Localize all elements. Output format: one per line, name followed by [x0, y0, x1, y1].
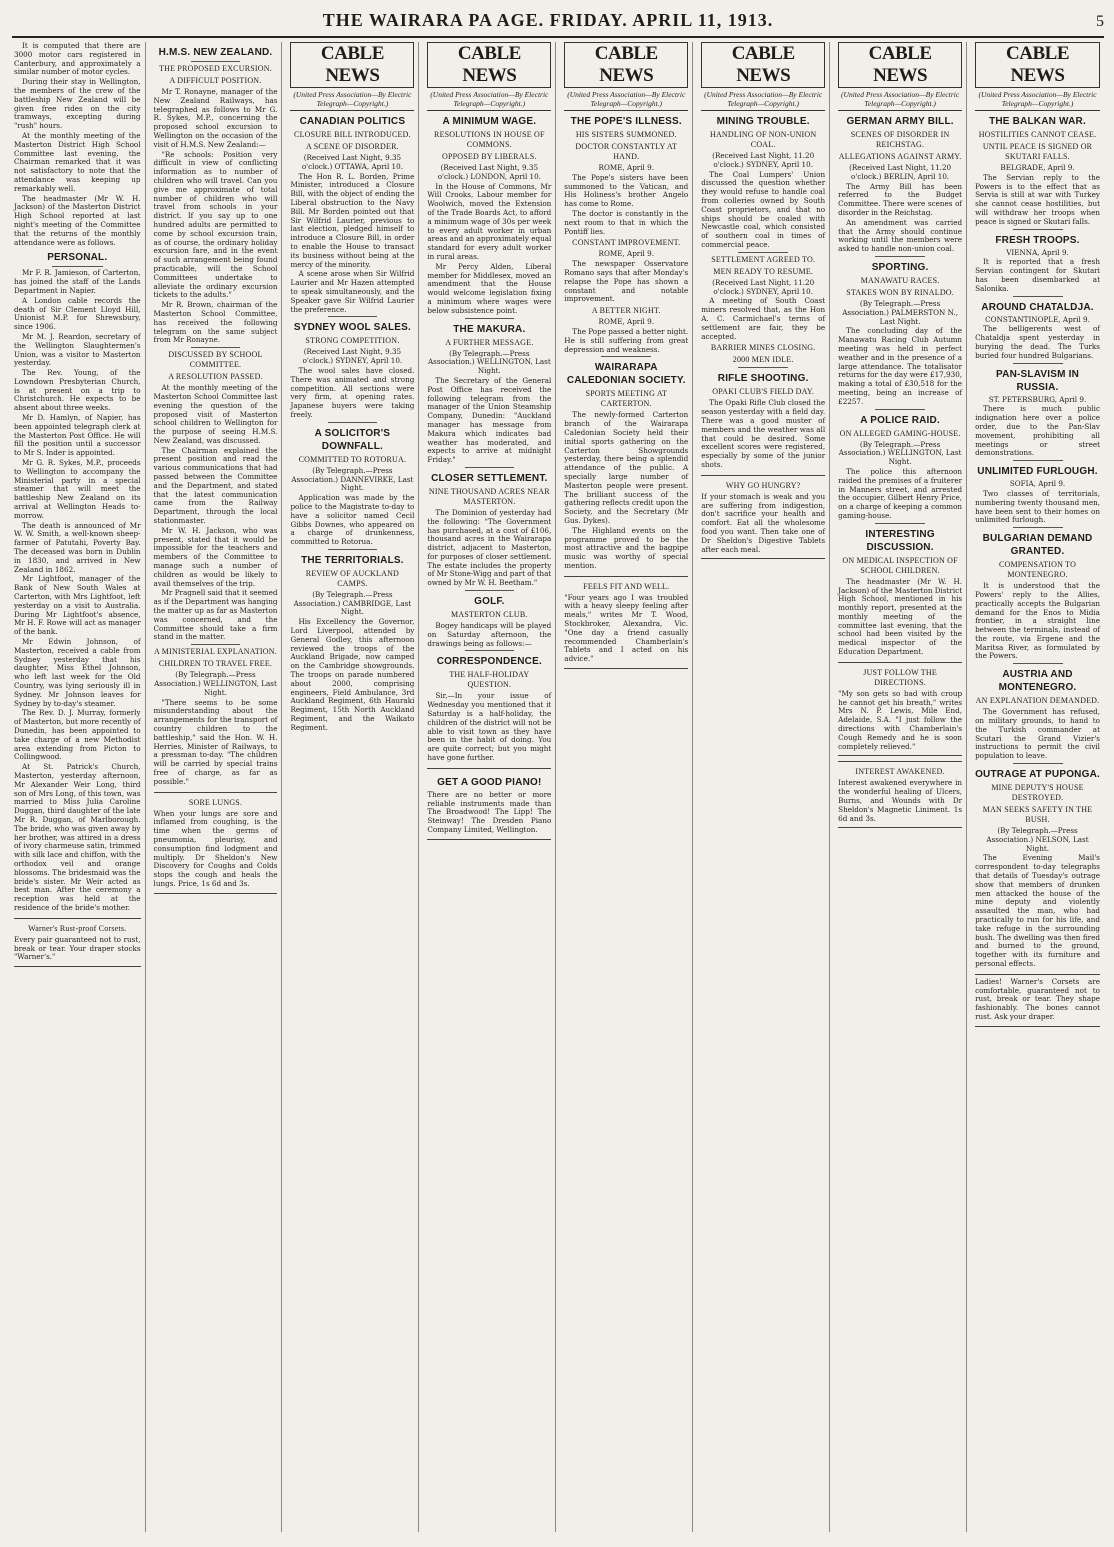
ad-heading: WHY GO HUNGRY? [725, 480, 801, 490]
article-paragraph: It is reported that a fresh Servian contingent for Skutari has been disembarked at Salonika. [975, 257, 1100, 293]
article-paragraph: The police this afternoon raided the premises of a fruiterer in Manners street, and arrested the occupier, Gilbert Henry Price, on a charge of keeping a common gaming-house. [838, 466, 963, 520]
article-paragraph: The Pope's sisters have been summoned to the Vatican, and His Holiness's brother Angelo has come to Rome. [564, 172, 689, 209]
divider [738, 367, 788, 368]
banner-title: CABLE NEWS [564, 42, 688, 88]
personal-item: Mr Lightfoot, manager of the Bank of New South Wales at Carterton, with Mrs Lightfoot, left yesterday on a visit to Australia. During Mr Lightfoot's absence, Mr H. F. Rowe will act as manager of the bank. [14, 574, 141, 637]
subheading: THE HALF-HOLIDAY QUESTION. [449, 670, 530, 690]
banner-title: CABLE NEWS [975, 42, 1100, 88]
headline: RIFLE SHOOTING. [717, 373, 809, 385]
dateline: (By Telegraph.—Press Association.) WELLINGTON, Last Night. [427, 348, 551, 376]
article-paragraph: The Pope passed a better night. He is still suffering from great depression and weakness. [564, 326, 689, 354]
headline: THE BALKAN WAR. [989, 116, 1086, 127]
ad-text: Interest awakened everywhere in the wonderful healing of Ulcers, Burns, and Wounds with Dr Sheldon's Magnetic Liniment. 1s 6d and 3s. [838, 778, 963, 823]
personal-item: Mr Edwin Johnson, of Masterton, received a cable from Sydney yesterday that his daughter, Miss Ethel Johnson, who left last week for the Old Country, was lying seriously ill in Sydney. Mr Johnson leaves for Sydney by to-day's steamer. [14, 637, 141, 708]
subheading: OPPOSED BY LIBERALS. [442, 152, 537, 161]
dateline: (By Telegraph.—Press Association.) WELLINGTON, Last Night. [838, 439, 962, 467]
subheading: A BETTER NIGHT. [591, 306, 661, 316]
article-paragraph: In the House of Commons, Mr Will Crooks, Labour member for Woolwich, moved the Extension of the Trade Boards Act, to afford a minimum wage of 30s per week to every adult worker in urban areas and an approximately equal standard for every adult worker in rural areas. [427, 181, 552, 261]
subheading: DISCUSSED BY SCHOOL COMMITTEE. [168, 350, 263, 370]
banner-subtitle: (United Press Association—By Electric Telegraph—Copyright.) [704, 90, 823, 108]
cable-news-banner [701, 42, 825, 111]
article-paragraph: Sir,—In your issue of Wednesday you mentioned that it Saturday is a half-holiday, the children of the district will not be able to visit town as they have been in the habit of doing. You are quite correct; but you might have gone further. [427, 691, 552, 763]
personal-item: The death is announced of Mr W. W. Smith, a well-known sheep-farmer of Patutahi, Poverty Bay. The deceased was born in Dublin in 1830, and arrived in New Zealand in 1862. [14, 520, 141, 574]
masthead-title: THE WAIRARA PA AGE. FRIDAY. APRIL 11, 1913. [322, 10, 774, 30]
article-paragraph: "There seems to be some misunderstanding about the arrangements for the transport of country children to the battleship," said the Hon. W. H. Herries, Minister of Railways, to a pressman to-day. "The children will be carried by special trains free of charge, as far as possible." [153, 697, 278, 786]
article-paragraph: Bogey handicaps will be played on Saturday afternoon, the drawings being as follows:— [427, 621, 552, 648]
headline: CORRESPONDENCE. [436, 656, 542, 668]
divider [52, 266, 103, 267]
article-paragraph: Mr T. Ronayne, manager of the New Zealand Railways, has telegraphed as follows to Mr G. R. Sykes, M.P., concerning the proposed school excursion to Wellington on the occasion of the visit of H.M.S. New Zealand:— [153, 87, 278, 149]
dateline: (By Telegraph.—Press Association.) WELLINGTON, Last Night. [154, 670, 277, 697]
cable-news-banner [427, 42, 551, 111]
article-paragraph: The headmaster (Mr W. H. Jackson) of the Masterton District High School, mentioned in his monthly report, presented at the monthly meeting of the committee last evening, that the school had been visited by the medical inspector of the Education Department. [838, 576, 963, 657]
headline: THE TERRITORIALS. [301, 554, 404, 566]
dateline: (Received Last Night, 11.20 o'clock.) BERLIN, April 10. [849, 163, 952, 181]
subheading: A FURTHER MESSAGE. [445, 337, 534, 347]
local-note: It is computed that there are 3000 motor cars registered in Canterbury, and approximately a similar number of motor cycles. [14, 42, 141, 77]
dateline: (Received Last Night, 9.35 o'clock.) OTTAWA, April 10. [301, 153, 403, 171]
headline: CANADIAN POLITICS [299, 116, 406, 127]
headline: AROUND CHATALDJA. [981, 301, 1094, 313]
column-cable-news-2 [425, 42, 556, 1532]
article-paragraph: The Chairman explained the present position and read the various communications that had passed between the Committee and the Department, and stated that the latest communication came from the Railway Department, through the local stationmaster. [153, 445, 278, 526]
subheading: REVIEW OF AUCKLAND CAMPS. [305, 568, 400, 588]
column-cable-news-6 [973, 42, 1104, 1532]
divider [1013, 296, 1063, 297]
divider [875, 523, 925, 524]
divider [1013, 460, 1063, 461]
column-hms-new-zealand [152, 42, 283, 1532]
ad-heading: FEELS FIT AND WELL. [583, 581, 670, 591]
cable-news-banner [975, 42, 1100, 111]
local-note: The headmaster (Mr W. H. Jackson) of the Masterton District High School reported at last night's meeting of the Committee that the returns of the monthly attendance were as follows. [14, 193, 141, 247]
dateline: (Received Last Night, 11.20 o'clock.) SYDNEY, April 10. [712, 151, 815, 169]
headline: THE POPE'S ILLNESS. [570, 116, 682, 127]
ad-text: There are no better or more reliable instruments made than The Broadwood! The Lipp! The Steinway! The Dresden Piano Company Limited, Wellington. [427, 789, 552, 835]
divider [328, 316, 378, 317]
personal-item: Mr M. J. Reardon, secretary of the Wellington Slaughtermen's Union, was a visitor to Masterton yesterday. [14, 331, 141, 368]
dateline: (Received Last Night, 11.20 o'clock.) SYDNEY, April 10. [712, 277, 815, 296]
subheading: HOSTILITIES CANNOT CEASE. [978, 130, 1097, 139]
advertisement [838, 662, 962, 757]
headline: SPORTING. [871, 261, 929, 273]
article-paragraph: The Evening Mail's correspondent to-day telegraphs that details of Tuesday's outrage show that members of drunken men attacked the house of the mine deputy and violently assaulted the man, who had practically to run for his life, and take refuge in the surrounding bush. The dwelling was then fired and burned to the ground, together with its furniture and personal effects. [975, 853, 1100, 969]
column-cable-news-5 [836, 42, 967, 1532]
article-paragraph: The belligerents west of Chataldja spent yesterday in burying the dead. The Turks buried four hundred Bulgarians. [975, 324, 1100, 360]
article-paragraph: A meeting of South Coast miners resolved that, as the Hon A. C. Carmichael's terms of settlement are fair, they be accepted. [701, 296, 826, 341]
article-paragraph: The Secretary of the General Post Office has received the following telegram from the manager of the Union Steamship Company, Dunedin: "Auckland manager has message from Makura which indicates bad weather has moderated, and expects to arrive at midnight Friday." [427, 375, 552, 465]
dateline: VIENNA, April 9. [1006, 247, 1069, 257]
subheading: A DIFFICULT POSITION. [169, 76, 262, 85]
headline: GOLF. [474, 596, 505, 608]
banner-subtitle: (United Press Association—By Electric Telegraph—Copyright.) [841, 90, 960, 108]
advertisement [154, 792, 278, 894]
article-paragraph: The doctor is constantly in the next room to that in which the Pontiff lies. [564, 208, 689, 236]
divider [1013, 663, 1063, 664]
dateline: ROME, April 9. [598, 163, 654, 172]
advertisement [564, 576, 688, 669]
headline: H.M.S. NEW ZEALAND. [158, 47, 273, 58]
subheading: BARRIER MINES CLOSING. [710, 343, 816, 353]
ad-heading: SORE LUNGS. [188, 797, 243, 807]
dateline: ST. PETERSBURG, April 9. [988, 394, 1087, 404]
headline: FRESH TROOPS. [995, 234, 1080, 246]
divider [1013, 763, 1063, 764]
subheading: MINE DEPUTY'S HOUSE DESTROYED. [991, 783, 1084, 803]
dateline: BELGRADE, April 9. [1000, 163, 1075, 172]
article-paragraph: It is understood that the Powers' reply to the Allies, practically accepts the Bulgarian demand for the Enos to Midia frontier, in a straight line between the terminals, instead of the route, via Ergene and the Maritsa River, as formulated by the Powers. [975, 581, 1100, 661]
column-local-notes [12, 42, 146, 1532]
banner-title: CABLE NEWS [290, 42, 414, 88]
personal-item: A London cable records the death of Sir Clement Lloyd Hill, Unionist M.P. for Shrewsbury, since 1906. [14, 295, 141, 332]
article-paragraph: Two classes of territorials, numbering twenty thousand men, have been sent to their homes on unlimited furlough. [975, 488, 1100, 525]
article-paragraph: His Excellency the Governor, Lord Liverpool, attended by General Godley, this afternoon reviewed the troops of the Auckland Brigade, now camped on the Cambridge showgrounds. The troops on parade numbered about 2000, comprising engineers, Field Ambulance, 3rd Auckland Regiment, 6th Hauraki Regiment, 15th North Auckland Regiment, and the Waikato Regiment. [290, 617, 415, 732]
dateline: (By Telegraph.—Press Association.) NELSON, Last Night. [986, 826, 1089, 853]
headline: WAIRARAPA CALEDONIAN SOCIETY. [566, 362, 686, 387]
article-paragraph: The Government has refused, on military grounds, to hand to the Turkish commander at Scutari the Grand Vizier's instructions to permit the civil population to leave. [975, 707, 1100, 761]
article-paragraph: The Coal Lumpers' Union discussed the question whether they would refuse to handle coal from colleries owned by South Coast proprietors, and that no ships should be coaled with Newcastle coal, which consisted of southern coal in times of commercial peace. [701, 169, 826, 249]
columns [12, 42, 1104, 1532]
subheading: ON ALLEGED GAMING-HOUSE. [839, 428, 961, 438]
ad-text: Ladies! Warner's Corsets are comfortable, guaranteed not to rust, break or tear. They shape fashionably. The bones cannot rust. Ask your draper. [975, 976, 1100, 1021]
subheading: SCENES OF DISORDER IN REICHSTAG. [850, 130, 950, 149]
advertisement [975, 974, 1100, 1027]
divider [191, 61, 241, 62]
banner-title: CABLE NEWS [701, 42, 825, 88]
subheading: NINE THOUSAND ACRES NEAR MASTERTON. [428, 486, 550, 506]
article-paragraph: Application was made by the police to the Magistrate to-day to have a solicitor named Cecil Gibbs Downes, who appeared on a charge of drunkenness, committed to Rotorua. [290, 493, 415, 547]
subheading: RESOLUTIONS IN HOUSE OF COMMONS. [434, 130, 545, 149]
article-paragraph: A scene arose when Sir Wilfrid Laurier and Mr Hazen attempted to speak simultaneously, and the Speaker gave Sir Wilfrid Laurier the preference. [290, 269, 415, 314]
headline: AUSTRIA AND MONTENEGRO. [998, 669, 1077, 694]
cable-news-banner [290, 42, 414, 111]
dateline: ROME, April 9. [598, 249, 654, 259]
column-cable-news-3 [562, 42, 693, 1532]
divider [191, 644, 241, 645]
divider [875, 256, 925, 257]
headline: THE MAKURA. [453, 323, 526, 335]
divider [328, 422, 378, 423]
banner-subtitle: (United Press Association—By Electric Telegraph—Copyright.) [978, 90, 1097, 108]
ad-heading: GET A GOOD PIANO! [437, 776, 542, 788]
ad-heading: JUST FOLLOW THE DIRECTIONS. [863, 667, 937, 687]
local-note: At the monthly meeting of the Masterton District High School Committee last evening, the Chairman remarked that it was not satisfactory to note that the attendance was keeping up remarkably well. [14, 130, 141, 193]
subheading: HANDLING OF NON-UNION COAL. [709, 130, 817, 149]
article-paragraph: Mr W. H. Jackson, who was present, stated that it would be impossible for the teachers and members of the Committee to manage such a number of children as would be likely to avail themselves of the trip. [153, 525, 278, 588]
article-paragraph: Mr Pragnell said that it seemed as if the Department was hanging the matter up as far as Masterton was concerned, and the Committee should take a firm stand in the matter. [153, 588, 278, 642]
headline: GERMAN ARMY BILL. [846, 116, 954, 127]
ad-heading: INTEREST AWAKENED. [855, 767, 945, 777]
divider [465, 650, 515, 651]
article-paragraph: The Dominion of yesterday had the following: "The Government has purchased, at a cost of £106, thousand acres in the Wairarapa district, adjacent to Masterton, for purposes of closer settlement. The estate includes the property of Mr Stone-Wigg and part of that owned by Mr W. H. Beetham." [427, 507, 552, 588]
subheading: MANAWATU RACES. [860, 275, 940, 285]
subheading: ON MEDICAL INSPECTION OF SCHOOL CHILDREN. [842, 555, 958, 575]
subheading: COMPENSATION TO MONTENEGRO. [998, 560, 1077, 580]
headline: A MINIMUM WAGE. [442, 116, 537, 127]
subheading: SPORTS MEETING AT CARTERTON. [585, 389, 668, 409]
subheading: MAN SEEKS SAFETY IN THE BUSH. [982, 805, 1093, 825]
subheading: 2000 MEN IDLE. [732, 355, 794, 365]
headline: OUTRAGE AT PUPONGA. [975, 769, 1100, 781]
article-paragraph: The Opaki Rifle Club closed the season yesterday with a field day. There was a good muster of members and the weather was all that could be desired. Some excellent scores were registered, especially by some of the junior shots. [701, 398, 826, 469]
subheading: A RESOLUTION PASSED. [168, 372, 263, 382]
local-note: During their stay in Wellington, the members of the crew of the battleship New Zealand will be given free rides on the city tramways, excepting during "rush" hours. [14, 77, 141, 131]
subheading: DOCTOR CONSTANTLY AT HAND. [575, 142, 678, 161]
subheading: STRONG COMPETITION. [305, 336, 400, 346]
ad-text: Every pair guaranteed not to rust, break or tear. Your draper stocks "Warner's." [14, 934, 141, 962]
subheading: SETTLEMENT AGREED TO. [711, 254, 816, 264]
personal-item: The Rev. Young, of the Lowndown Presbyterian Church, is at present on a trip to Christchurch. He expects to be absent about three weeks. [14, 368, 141, 413]
headline: UNLIMITED FURLOUGH. [977, 466, 1098, 478]
article-paragraph: The Hon R. L. Borden, Prime Minister, introduced a Closure Bill, with the object of ending the Liberal obstruction to the Navy Bill. Mr Borden pointed out that Sir Wilfrid Laurier, previous to last election, pledged himself to introduce a Closure Bill, in order to enable the House to transact its business without being at the mercy of the minority. [290, 171, 415, 269]
divider [328, 549, 378, 550]
subheading: COMMITTED TO ROTORUA. [298, 454, 407, 464]
personal-item: The Rev. D. J. Murray, formerly of Masterton, but more recently of Dunedin, has been appointed to take charge of a new Methodist area extending from Picton to Collingwood. [14, 708, 141, 762]
column-cable-news-1 [288, 42, 419, 1532]
advertisement [14, 918, 141, 967]
dateline: (Received Last Night, 9.35 o'clock.) LONDON, April 10. [437, 163, 541, 181]
ad-text: When your lungs are sore and inflamed from coughing, is the time when the germs of pneumonia, pleurisy, and consumption find lodgment and multiply. Dr Sheldon's New Discovery for Coughs and Colds stops the cough and heals the lungs. Price, 1s 6d and 3s. [153, 808, 278, 888]
headline: CLOSER SETTLEMENT. [431, 472, 548, 484]
article-paragraph: The concluding day of the Manawatu Racing Club Autumn meeting was held in perfect weather and in the presence of a large attendance. The totalisator returns for the day were £17,930, making a total of £30,518 for the meeting, being an increase of £2257. [838, 326, 963, 406]
ad-text: "Four years ago I was troubled with a heavy sleepy feeling after meals," writes Mr T. Wood, Stockbroker, Alexandra, Vic. "One day a friend casually recommended Chamberlain's Tablets and I acted on his advice." [564, 592, 689, 664]
divider [465, 590, 515, 591]
personal-item: At St. Patrick's Church, Masterton, yesterday afternoon, Mr Alexander Weir Long, third son of Mrs Long, of this town, was married to Miss Julia Caroline Duggan, third daughter of the late Mr R. Duggan, of Marlborough. The bride, who was given away by her brother, was attired in a dress of ivory charmeuse satin, trimmed with silk lace and chiffon, with the orthodox veil and orange blossoms. The bridesmaid was the bride's sister. Mr Weir acted as best man. After the ceremony a reception was held at the residence of the bride's mother. [14, 762, 141, 912]
subheading: A SCENE OF DISORDER. [305, 142, 399, 151]
divider [601, 356, 651, 357]
masthead [12, 10, 1104, 38]
divider [465, 318, 515, 319]
section-heading-personal: PERSONAL. [47, 252, 108, 264]
page-number: 5 [1096, 13, 1104, 30]
article-paragraph: There is much public indignation here over a police order, due to the Pan-Slav movement, prohibiting all meetings or street demonstrations. [975, 404, 1100, 458]
personal-item: Mr F. R. Jamieson, of Carterton, has joined the staff of the Lands Department in Napier. [14, 268, 141, 295]
subheading: CLOSURE BILL INTRODUCED. [294, 130, 411, 139]
dateline: CONSTANTINOPLE, April 9. [985, 314, 1090, 324]
divider [738, 252, 788, 253]
article-paragraph: "Re schools: Position very difficult in view of conflicting information as to number of children who will travel. Can you give me approximate of total number of children who will travel from schools in your district. If you say up to one hundred adults are permitted to come by school excursion train, as of course, the ordinary holiday excursion fare, and in the event of such arrangement being found practicable, will the School Committees undertake to alleviate the ordinary excursion tickets to the adults." [153, 149, 278, 300]
dateline: (By Telegraph.—Press Association.) DANNEVIRKE, Last Night. [291, 465, 414, 493]
dateline: SOFIA, April 9. [1009, 479, 1066, 489]
headline: SYDNEY WOOL SALES. [293, 322, 411, 334]
ad-text: "My son gets so bad with croup he cannot get his breath," writes Mrs N. P. Lewis, Mile End, Adelaide, S.A. "I just follow the directions with Chamberlain's Cough Remedy and he is soon completely relieved." [838, 688, 963, 751]
divider [191, 347, 241, 348]
subheading: OPAKI CLUB'S FIELD DAY. [712, 387, 815, 397]
article-paragraph: The Army Bill has been referred to the Budget Committee. There were scenes of disorder in the Reichstag. [838, 181, 963, 217]
article-paragraph: An amendment was carried that the Army should continue working until the members were asked to handle non-union coal. [838, 217, 963, 254]
article-paragraph: The Highland events on the programme proved to be the most attractive and the bagpipe music was worthy of special mention. [564, 525, 689, 570]
ad-text: If your stomach is weak and you are suffering from indigestion, don't sacrifice your health and comfort. Eat all the wholesome food you want. Then take one of Dr Sheldon's Digestive Tablets after each meal. [701, 491, 826, 554]
headline: MINING TROUBLE. [716, 116, 810, 127]
personal-item: Mr D. Hamlyn, of Napier, has been appointed telegraph clerk at the Masterton Post Office. He will fill the position until a successor to Mr S. Inder is appointed. [14, 413, 141, 458]
advertisement [701, 475, 825, 560]
subheading: HIS SISTERS SUMMONED. [575, 130, 677, 139]
dateline: (By Telegraph.—Press Association.) CAMBRIDGE, Last Night. [293, 589, 412, 617]
dateline: (By Telegraph.—Press Association.) PALMERSTON N., Last Night. [842, 298, 958, 326]
divider [1013, 363, 1063, 364]
article-paragraph: The newspaper Osservatore Romano says that after Monday's relapse the Pope has shown a constant and notable improvement. [564, 259, 689, 304]
banner-subtitle: (United Press Association—By Electric Telegraph—Copyright.) [293, 90, 412, 108]
cable-news-banner [564, 42, 688, 111]
article-paragraph: Mr R. Brown, chairman of the Masterton School Committee, has received the following telegram on the same subject from Mr Ronayne. [153, 300, 278, 345]
headline: PAN-SLAVISM IN RUSSIA. [996, 368, 1080, 393]
subheading: MEN READY TO RESUME. [713, 266, 814, 276]
headline: A SOLICITOR'S DOWNFALL. [314, 427, 391, 452]
banner-subtitle: (United Press Association—By Electric Telegraph—Copyright.) [430, 90, 549, 108]
ad-heading: Warner's Rust-proof Corsets. [28, 923, 127, 933]
divider [465, 467, 515, 468]
cable-news-banner [838, 42, 962, 111]
advertisement [427, 768, 551, 840]
banner-title: CABLE NEWS [427, 42, 551, 88]
subheading: MASTERTON CLUB. [451, 610, 528, 620]
divider [875, 409, 925, 410]
article-paragraph: The Servian reply to the Powers is to the effect that as Servia is still at war with Turkey she cannot cease hostilities, but will withdraw her troops when peace is signed or Skutari falls. [975, 172, 1100, 226]
article-paragraph: The wool sales have closed. There was animated and strong competition. All sections were very firm, at opening rates. Japanese buyers were taking freely. [290, 365, 415, 419]
personal-item: Mr G. R. Sykes, M.P., proceeds to Wellington to accompany the Ministerial party in a special steamer that will meet the battleship New Zealand on its arrival at Wellington Heads to-morrow. [14, 458, 141, 520]
column-cable-news-4 [699, 42, 830, 1532]
dateline: ROME, April 9. [598, 317, 654, 327]
divider [1013, 229, 1063, 230]
headline: BULGARIAN DEMAND GRANTED. [982, 533, 1093, 558]
article-paragraph: At the monthly meeting of the Masterton School Committee last evening the question of the proposed visit of Masterton school children to Wellington for the purpose of seeing H.M.S. New Zealand, was discussed. [153, 383, 278, 445]
banner-title: CABLE NEWS [838, 42, 962, 88]
subheading: CHILDREN TO TRAVEL FREE. [158, 659, 273, 669]
subheading: STAKES WON BY RINALDO. [846, 287, 954, 297]
subheading: A MINISTERIAL EXPLANATION. [154, 647, 277, 657]
subheading: UNTIL PEACE IS SIGNED OR SKUTARI FALLS. [982, 142, 1093, 161]
subheading: CONSTANT IMPROVEMENT. [572, 238, 681, 248]
subheading: AN EXPLANATION DEMANDED. [975, 696, 1100, 706]
headline: INTERESTING DISCUSSION. [865, 528, 935, 553]
subheading: THE PROPOSED EXCURSION. [159, 64, 272, 73]
advertisement [838, 761, 962, 828]
banner-subtitle: (United Press Association—By Electric Telegraph—Copyright.) [567, 90, 686, 108]
article-paragraph: Mr Percy Alden, Liberal member for Middlesex, moved an amendment that the House would welcome legislation fixing a minimum where wages were below subsistence point. [427, 261, 552, 315]
divider [1013, 527, 1063, 528]
dateline: (Received Last Night, 9.35 o'clock.) SYDNEY, April 10. [302, 347, 403, 366]
article-paragraph: The newly-formed Carterton branch of the Wairarapa Caledonian Society held their initial sports gathering on the Carterton Showgrounds yesterday, there being a splendid attendance of the public. A specially large number of Masterton people were present. The brilliant success of the gathering reflects credit upon the Society, and the Secretary (Mr Gus. Dykes). [564, 410, 689, 525]
subheading: ALLEGATIONS AGAINST ARMY. [838, 152, 962, 161]
headline: A POLICE RAID. [860, 414, 940, 426]
